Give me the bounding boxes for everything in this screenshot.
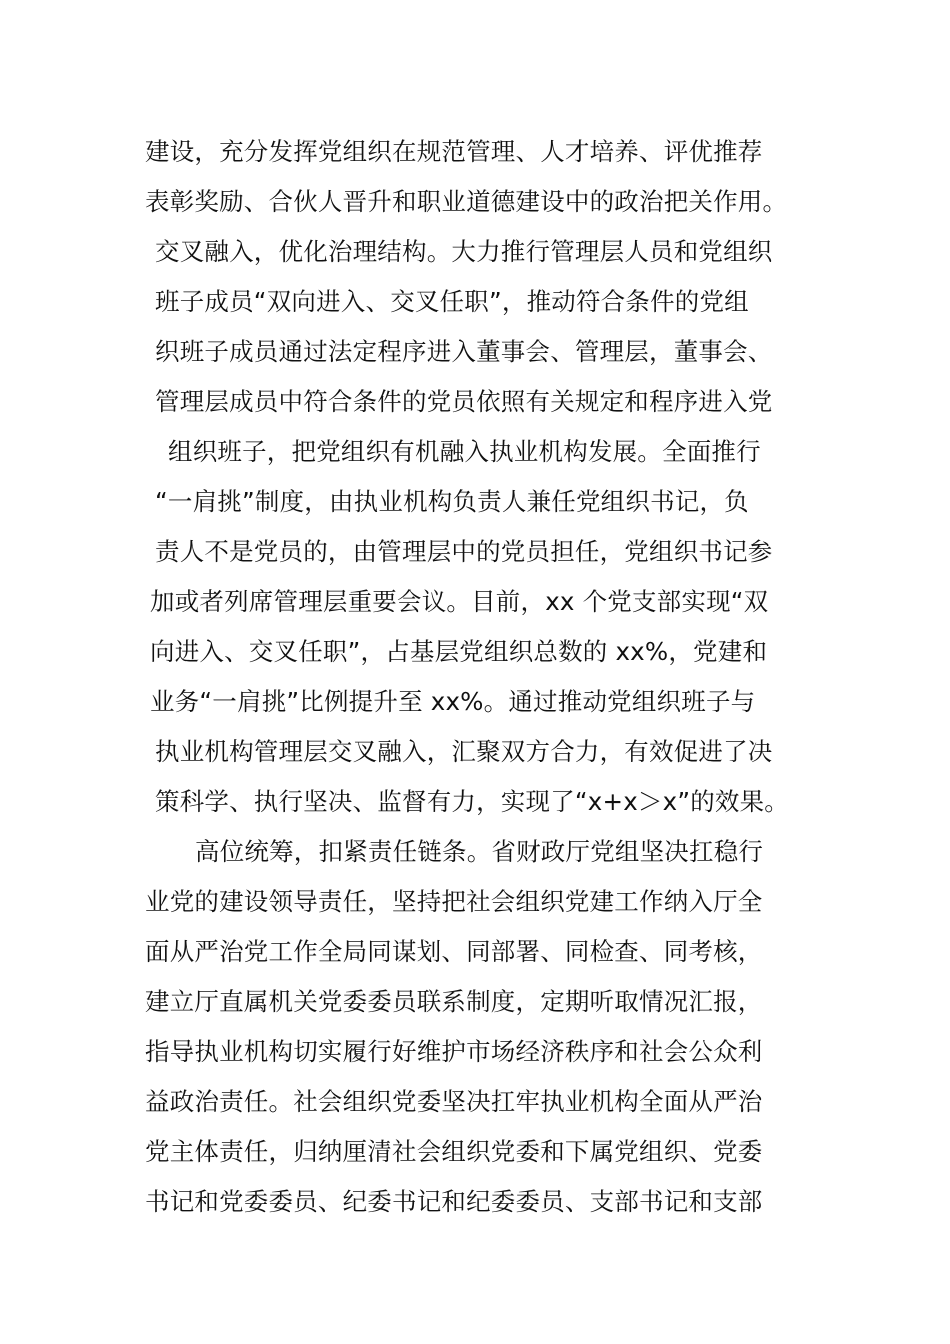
text-line: 指导执业机构切实履行好维护市场经济秩序和社会公众利 <box>145 1037 763 1066</box>
text-line: “一肩挑”制度，由执业机构负责人兼任党组织书记，负 <box>155 487 749 516</box>
text-line: 建立厅直属机关党委委员联系制度，定期听取情况汇报， <box>145 987 763 1016</box>
text-line: 业务“一肩挑”比例提升至 xx%。通过推动党组织班子与 <box>150 687 756 716</box>
text-line: 执业机构管理层交叉融入，汇聚双方合力，有效促进了决 <box>155 737 773 766</box>
text-line: 策科学、执行坚决、监督有力，实现了“x+x＞x”的效果。 <box>155 787 790 816</box>
text-line: 业党的建设领导责任，坚持把社会组织党建工作纳入厅全 <box>145 887 763 916</box>
text-line: 高位统筹，扣紧责任链条。省财政厅党组坚决扛稳行 <box>195 837 764 866</box>
text-line: 益政治责任。社会组织党委坚决扛牢执业机构全面从严治 <box>145 1087 763 1116</box>
text-line: 书记和党委委员、纪委书记和纪委委员、支部书记和支部 <box>145 1187 763 1216</box>
text-line: 表彰奖励、合伙人晋升和职业道德建设中的政治把关作用。 <box>145 187 788 216</box>
text-line: 党主体责任，归纳厘清社会组织党委和下属党组织、党委 <box>145 1137 763 1166</box>
text-line: 建设，充分发挥党组织在规范管理、人才培养、评优推荐 <box>145 137 763 166</box>
text-line: 管理层成员中符合条件的党员依照有关规定和程序进入党 <box>155 387 773 416</box>
text-line: 交叉融入，优化治理结构。大力推行管理层人员和党组织 <box>155 237 773 266</box>
text-line: 织班子成员通过法定程序进入董事会、管理层，董事会、 <box>155 337 773 366</box>
text-line: 组织班子，把党组织有机融入执业机构发展。全面推行 <box>168 437 761 466</box>
text-line: 面从严治党工作全局同谋划、同部署、同检查、同考核， <box>145 937 763 966</box>
text-line: 责人不是党员的，由管理层中的党员担任，党组织书记参 <box>155 537 773 566</box>
text-line: 向进入、交叉任职”，占基层党组织总数的 xx%，党建和 <box>150 637 768 666</box>
text-line: 班子成员“双向进入、交叉任职”，推动符合条件的党组 <box>155 287 749 316</box>
text-line: 加或者列席管理层重要会议。目前，xx 个党支部实现“双 <box>150 587 769 616</box>
